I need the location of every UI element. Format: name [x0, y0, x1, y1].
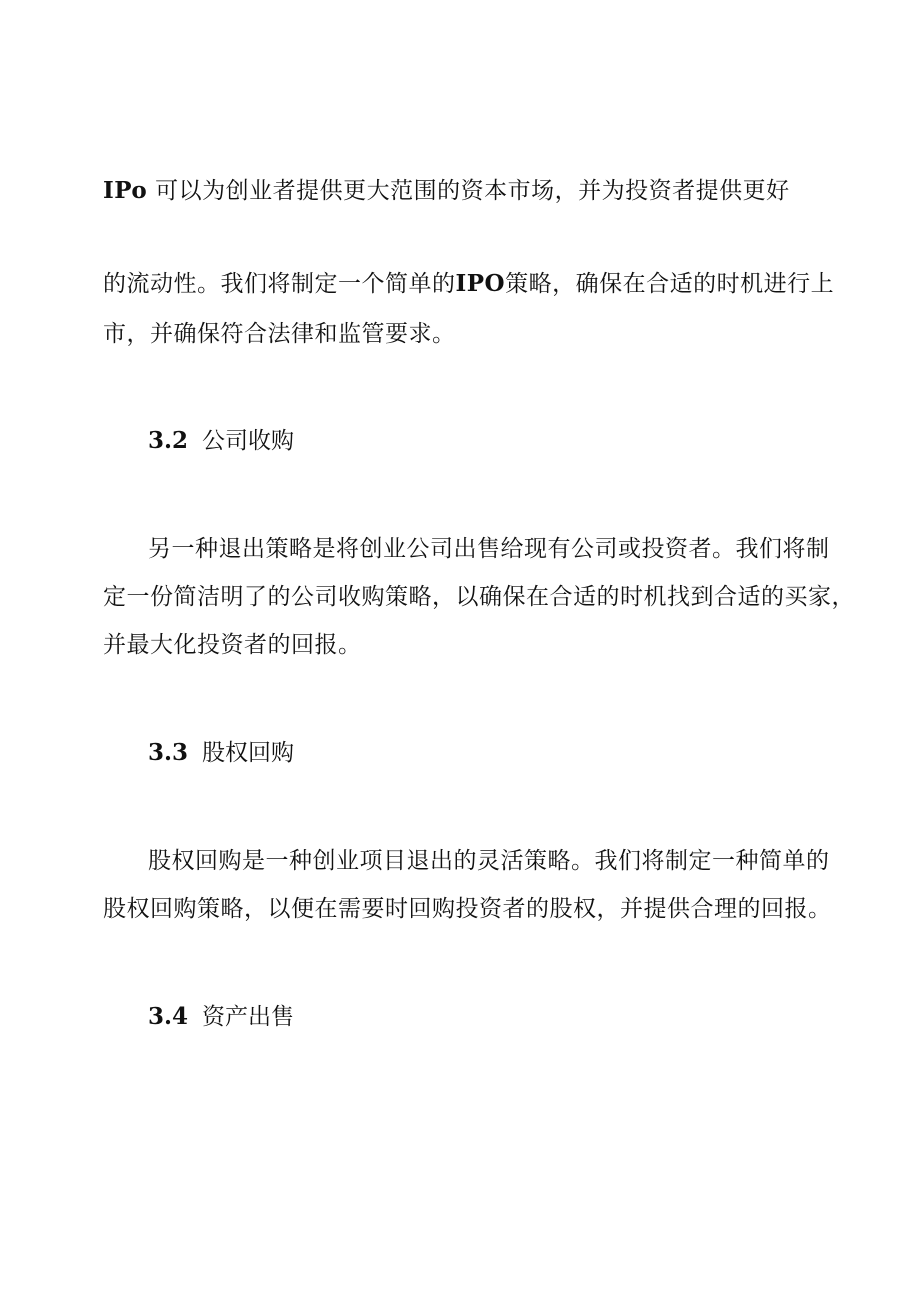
- section-heading-3-4: [148, 1001, 294, 1033]
- para1-line2: 的流动性。我们将制定一个简单的IPO策略，确保在合适的时机进行上: [103, 270, 835, 297]
- section32-line1: 另一种退出策略是将创业公司出售给现有公司或投资者。我们将制: [148, 536, 830, 562]
- section-heading-3-2: [148, 425, 294, 457]
- section-title: 资产出售: [202, 1004, 295, 1030]
- section-number: 3.4: [148, 1003, 189, 1030]
- para1-line1: IPo 可以为创业者提供更大范围的资本市场，并为投资者提供更好: [103, 177, 790, 204]
- section-title: 股权回购: [202, 740, 295, 766]
- section-number: 3.2: [148, 427, 189, 454]
- section-number: 3.3: [148, 739, 189, 766]
- section-heading-3-3: [148, 737, 294, 769]
- section33-line1: 股权回购是一种创业项目退出的灵活策略。我们将制定一种简单的: [148, 848, 830, 874]
- section33-line2: 股权回购策略，以便在需要时回购投资者的股权，并提供合理的回报。: [103, 896, 832, 922]
- section-title: 公司收购: [202, 428, 295, 454]
- section32-line2: 定一份简洁明了的公司收购策略，以确保在合适的时机找到合适的买家，: [103, 584, 855, 610]
- ipo-term: IPo: [103, 177, 148, 204]
- section32-line3: 并最大化投资者的回报。: [103, 632, 362, 658]
- ipo-term: IPO: [455, 270, 506, 297]
- para1-line3: 市，并确保符合法律和监管要求。: [103, 321, 456, 347]
